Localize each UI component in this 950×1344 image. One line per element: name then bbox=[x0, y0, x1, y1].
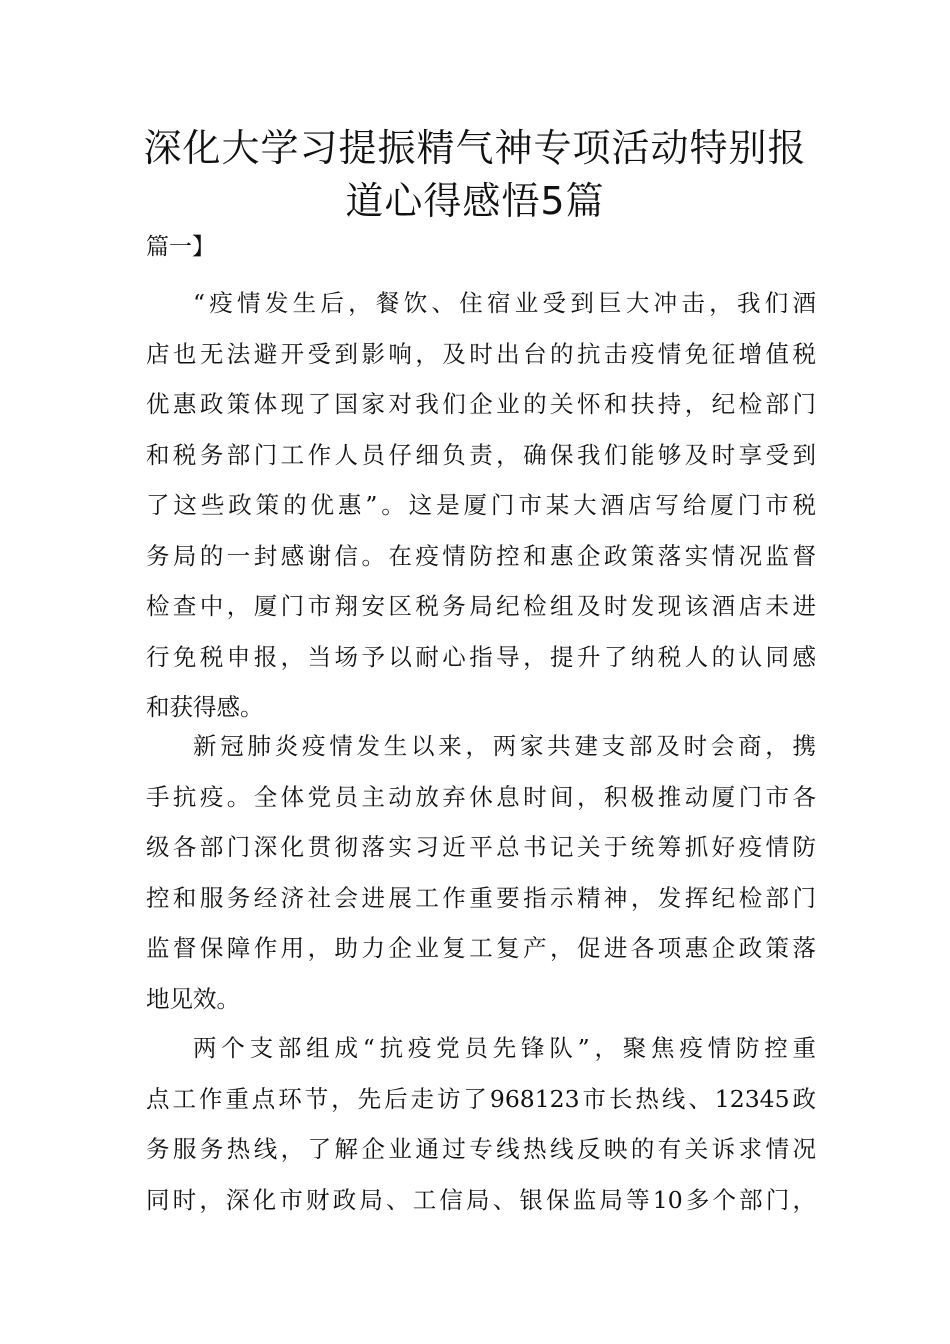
paragraph-line: “疫情发生后，餐饮、住宿业受到巨大冲击，我们酒 bbox=[193, 289, 816, 317]
paragraph-line: 务局的一封感谢信。在疫情防控和惠企政策落实情况监督 bbox=[146, 541, 816, 570]
paragraph-1 bbox=[146, 278, 816, 733]
paragraph-line: 和税务部门工作人员仔细负责，确保我们能够及时享受到 bbox=[146, 440, 816, 469]
paragraph-line: 务服务热线，了解企业通过专线热线反映的有关诉求情况 bbox=[146, 1135, 816, 1163]
paragraph-line: 优惠政策体现了国家对我们企业的关怀和扶持，纪检部门 bbox=[146, 390, 816, 418]
paragraph-line: 地见效。 bbox=[146, 984, 240, 1013]
title-line-1: 深化大学习提振精气神专项活动特别报 bbox=[143, 126, 807, 170]
paragraph-3 bbox=[146, 1023, 816, 1225]
paragraph-line: 监督保障作用，助力企业复工复产，促进各项惠企政策落 bbox=[146, 934, 816, 962]
paragraph-line: 检查中，厦门市翔安区税务局纪检组及时发现该酒店未进 bbox=[146, 592, 816, 620]
paragraph-line: 同时，深化市财政局、工信局、银保监局等10多个部门， bbox=[146, 1185, 816, 1214]
paragraph-line: 控和服务经济社会进展工作重要指示精神，发挥纪检部门 bbox=[146, 883, 816, 912]
paragraph-line: 点工作重点环节，先后走访了968123市长热线、12345政 bbox=[146, 1084, 816, 1113]
document-title bbox=[120, 122, 830, 228]
paragraph-2 bbox=[146, 721, 816, 1024]
paragraph-line: 手抗疫。全体党员主动放弃休息时间，积极推动厦门市各 bbox=[146, 782, 816, 811]
paragraph-line: 了这些政策的优惠”。这是厦门市某大酒店写给厦门市税 bbox=[146, 491, 816, 519]
paragraph-line: 和获得感。 bbox=[146, 693, 264, 721]
paragraph-line: 两个支部组成“抗疫党员先锋队”，聚焦疫情防控重 bbox=[193, 1034, 816, 1062]
paragraph-line: 级各部门深化贯彻落实习近平总书记关于统筹抓好疫情防 bbox=[146, 833, 816, 861]
paragraph-line: 店也无法避开受到影响，及时出台的抗击疫情免征增值税 bbox=[146, 339, 816, 368]
section-label: 篇一】 bbox=[146, 234, 215, 260]
title-line-2: 道心得感悟5篇 bbox=[345, 179, 605, 223]
paragraph-line: 行免税申报，当场予以耐心指导，提升了纳税人的认同感 bbox=[146, 642, 816, 671]
paragraph-line: 新冠肺炎疫情发生以来，两家共建支部及时会商，携 bbox=[193, 732, 816, 760]
